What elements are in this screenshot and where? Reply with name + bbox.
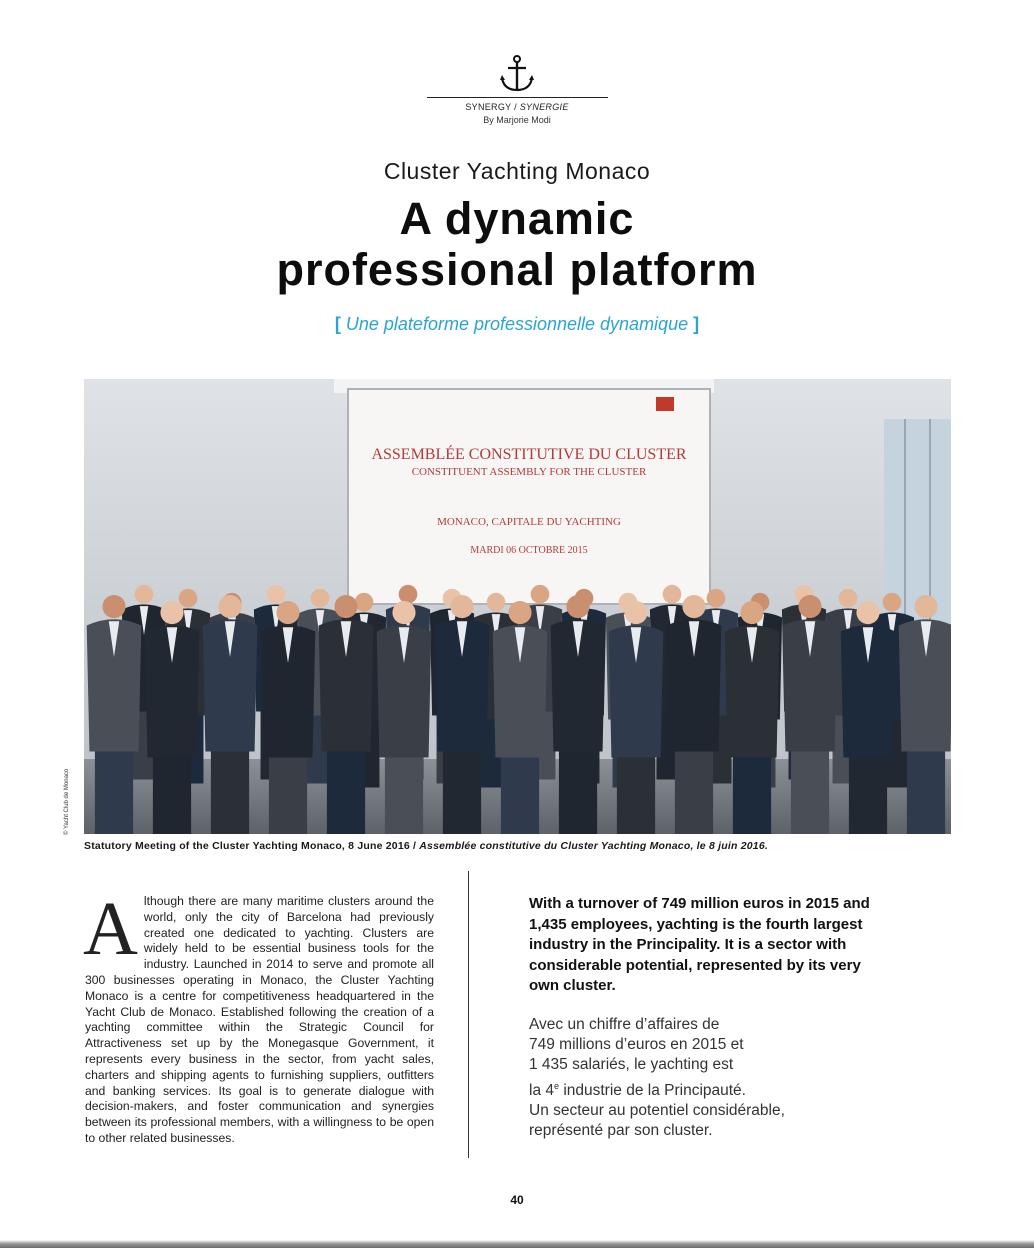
screen-line-4: MARDI 06 OCTOBRE 2015	[470, 545, 588, 556]
article-subtitle	[0, 314, 1034, 335]
pullout-french-line-6: représenté par son cluster.	[529, 1122, 713, 1140]
pullout-french-line-5: Un secteur au potentiel considérable,	[529, 1101, 785, 1119]
pullout-french-line-1: Avec un chiffre d’affaires de	[529, 1016, 720, 1033]
photo-credit-text: © Yacht Club de Monaco	[64, 768, 70, 835]
subtitle-bracket-close: ]	[693, 314, 700, 334]
section-label-fr: SYNERGIE	[519, 102, 569, 112]
pullout-french-line-4a: la 4	[529, 1081, 554, 1099]
headline-line-1: A dynamic	[399, 193, 635, 244]
group-photo	[84, 379, 951, 834]
subtitle-bracket-open: [	[334, 314, 341, 334]
pullout-french	[529, 1015, 849, 1141]
crowd	[87, 585, 951, 834]
body-column-left	[83, 887, 434, 1147]
subtitle-text: Une plateforme professionnelle dynamique	[345, 314, 689, 334]
pullout-french-line-4	[529, 1076, 849, 1101]
section-label	[0, 102, 1034, 112]
article-headline	[0, 193, 1034, 295]
screen-title: ASSEMBLÉE CONSTITUTIVE DU CLUSTER	[371, 446, 687, 463]
body-left-text: lthough there are many maritime clusters around the world, only the city of Barcelona had previously created one dedicated to yachting. Clusters are widely held to be essential business tools for the industry. Launched in 2014 to serve and promote all 300 businesses operating in Monaco, the Cluster Yachting Monaco is a centre for competitiveness headquartered in the Yacht Club de Monaco. Established following the creation of a yachting committee within the Strategic Council for Attractiveness set up by the Monegasque Government, it represents every business in the sector, from yacht sales, charters and shipping agents to furnishing suppliers, outfitters and banking services. Its goal is to generate dialogue with decision-makers, and foster communication and synergies between its professional members, with a willingness to be open to other related businesses.	[85, 894, 434, 1145]
bottom-scroll-edge	[0, 1240, 1034, 1248]
caption-en: Statutory Meeting of the Cluster Yachting Monaco, 8 June 2016 /	[84, 840, 420, 852]
screen-logo	[656, 397, 674, 411]
column-divider	[468, 871, 469, 1158]
dropcap: A	[83, 887, 138, 971]
pullout-english: With a turnover of 749 million euros in 2015 and 1,435 employees, yachting is the fourth largest industry in the Principality. It is a sector with considerable potential, represented by its very own cluster.	[529, 895, 870, 994]
header-rule	[427, 97, 608, 98]
article-kicker: Cluster Yachting Monaco	[383, 158, 651, 184]
group-photo-illustration	[84, 379, 951, 834]
section-label-en: SYNERGY /	[465, 102, 517, 112]
pullout-french-line-4b: industrie de la Principauté.	[559, 1081, 746, 1099]
pullout-french-line-3: 1 435 salariés, le yachting est	[529, 1056, 734, 1074]
pullout-french-line-2: 749 millions d’euros en 2015 et	[529, 1036, 744, 1054]
headline-line-2: professional platform	[276, 244, 758, 295]
page-number: 40	[510, 1193, 524, 1207]
pullout-french-superscript: e	[554, 1080, 560, 1091]
caption-fr: Assemblée constitutive du Cluster Yachting Monaco, le 8 juin 2016.	[419, 840, 768, 852]
anchor-icon	[499, 54, 535, 94]
photo-caption	[84, 840, 954, 852]
screen-line-3: MONACO, CAPITALE DU YACHTING	[437, 516, 621, 528]
screen-subtitle: CONSTITUENT ASSEMBLY FOR THE CLUSTER	[411, 466, 647, 478]
byline: By Marjorie Modi	[483, 115, 551, 125]
photo-credit	[64, 763, 94, 835]
